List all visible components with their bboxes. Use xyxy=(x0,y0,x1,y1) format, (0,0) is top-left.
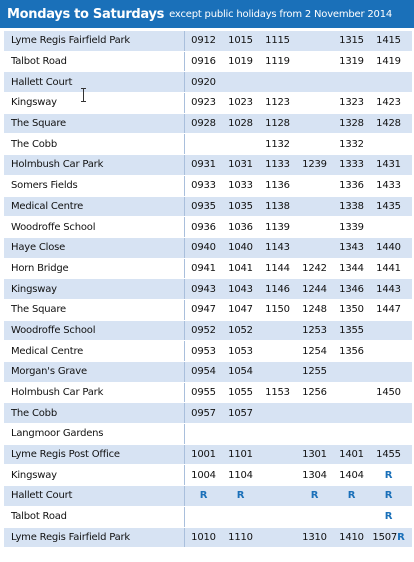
table-row xyxy=(4,424,412,445)
departure-time: 1010 xyxy=(191,531,216,543)
departure-time: 1139 xyxy=(265,221,290,233)
stop-name: Lyme Regis Fairfield Park xyxy=(4,528,185,548)
departure-time: 1255 xyxy=(302,366,327,378)
departure-time: 1323 xyxy=(339,97,364,109)
departure-times xyxy=(185,507,412,527)
departure-time: R xyxy=(199,490,208,502)
departure-time: 1304 xyxy=(302,469,327,481)
departure-times xyxy=(185,321,412,341)
table-row xyxy=(4,197,412,218)
departure-time: 1419 xyxy=(376,56,401,68)
departure-time: 1443 xyxy=(376,283,401,295)
departure-time: 1244 xyxy=(302,283,327,295)
departure-times xyxy=(185,279,412,299)
departure-time: 1041 xyxy=(228,262,253,274)
departure-time: 1033 xyxy=(228,180,253,192)
departure-time: 1435 xyxy=(376,200,401,212)
departure-time: 1128 xyxy=(265,118,290,130)
departure-time: 1346 xyxy=(339,283,364,295)
departure-time: 1123 xyxy=(265,97,290,109)
departure-time: 1104 xyxy=(228,469,253,481)
departure-time: 0928 xyxy=(191,118,216,130)
stop-name: The Square xyxy=(4,300,185,320)
stop-name: Haye Close xyxy=(4,238,185,258)
departure-times xyxy=(185,31,412,51)
table-row xyxy=(4,507,412,528)
stop-name: The Square xyxy=(4,114,185,134)
departure-time: 1055 xyxy=(228,387,253,399)
table-row xyxy=(4,445,412,466)
departure-times xyxy=(185,383,412,403)
stop-name: Kingsway xyxy=(4,465,185,485)
departure-times xyxy=(185,300,412,320)
departure-time: 1150 xyxy=(265,304,290,316)
departure-time: 1256 xyxy=(302,387,327,399)
departure-time: 0955 xyxy=(191,387,216,399)
departure-time: 1146 xyxy=(265,283,290,295)
departure-time: 1119 xyxy=(265,56,290,68)
departure-time: 0933 xyxy=(191,180,216,192)
departure-time: 1132 xyxy=(265,138,290,150)
departure-time: 1015 xyxy=(228,35,253,47)
departure-time: 1355 xyxy=(339,324,364,336)
departure-time: 1153 xyxy=(265,387,290,399)
departure-time: 1239 xyxy=(302,159,327,171)
table-row xyxy=(4,528,412,549)
departure-time: 1440 xyxy=(376,242,401,254)
departure-time: 1455 xyxy=(376,449,401,461)
stop-name: Lyme Regis Post Office xyxy=(4,445,185,465)
departure-time: 1343 xyxy=(339,242,364,254)
departure-times xyxy=(185,52,412,72)
departure-time: 1001 xyxy=(191,449,216,461)
departure-times xyxy=(185,465,412,485)
departure-time: 1450 xyxy=(376,387,401,399)
stop-name: Medical Centre xyxy=(4,197,185,217)
table-row xyxy=(4,465,412,486)
stop-name: Hallett Court xyxy=(4,486,185,506)
stop-name: Holmbush Car Park xyxy=(4,383,185,403)
departure-time: 1040 xyxy=(228,242,253,254)
departure-time: 1143 xyxy=(265,242,290,254)
table-row xyxy=(4,279,412,300)
table-row xyxy=(4,72,412,93)
departure-time: 1428 xyxy=(376,118,401,130)
departure-times xyxy=(185,259,412,279)
departure-time: 0957 xyxy=(191,407,216,419)
departure-time: R xyxy=(384,490,393,502)
departure-times xyxy=(185,341,412,361)
table-row xyxy=(4,176,412,197)
departure-times xyxy=(185,238,412,258)
stop-name: Somers Fields xyxy=(4,176,185,196)
departure-time: 1031 xyxy=(228,159,253,171)
departure-time: 1054 xyxy=(228,366,253,378)
departure-time: 0941 xyxy=(191,262,216,274)
departure-times xyxy=(185,403,412,423)
departure-time: 1248 xyxy=(302,304,327,316)
departure-time: 0912 xyxy=(191,35,216,47)
stop-name: Holmbush Car Park xyxy=(4,155,185,175)
stop-name: Horn Bridge xyxy=(4,259,185,279)
departure-time: 1136 xyxy=(265,180,290,192)
departure-time: 1004 xyxy=(191,469,216,481)
departure-time: 0935 xyxy=(191,200,216,212)
timetable-header xyxy=(0,0,414,28)
departure-time: 1441 xyxy=(376,262,401,274)
table-row xyxy=(4,321,412,342)
departure-time: 1433 xyxy=(376,180,401,192)
departure-times xyxy=(185,424,412,444)
departure-times xyxy=(185,445,412,465)
table-row xyxy=(4,217,412,238)
departure-time: 1133 xyxy=(265,159,290,171)
departure-time: 1350 xyxy=(339,304,364,316)
stop-name: Morgan's Grave xyxy=(4,362,185,382)
stop-name: Hallett Court xyxy=(4,72,185,92)
stop-name: Kingsway xyxy=(4,279,185,299)
table-row xyxy=(4,114,412,135)
departure-time: 1043 xyxy=(228,283,253,295)
departure-times xyxy=(185,93,412,113)
departure-time: 1310 xyxy=(302,531,327,543)
departure-time: 1328 xyxy=(339,118,364,130)
departure-time: R xyxy=(384,469,393,481)
departure-time: 1036 xyxy=(228,221,253,233)
departure-time: 0936 xyxy=(191,221,216,233)
departure-time: 1415 xyxy=(376,35,401,47)
departure-time: 1319 xyxy=(339,56,364,68)
departure-times xyxy=(185,72,412,92)
departure-times xyxy=(185,176,412,196)
departure-times xyxy=(185,114,412,134)
table-row xyxy=(4,403,412,424)
stop-name: Kingsway xyxy=(4,93,185,113)
table-row xyxy=(4,383,412,404)
table-row xyxy=(4,259,412,280)
departure-time: R xyxy=(236,490,245,502)
departure-time: R xyxy=(347,490,356,502)
departure-time: 0953 xyxy=(191,345,216,357)
departure-time: 1053 xyxy=(228,345,253,357)
stop-name: Woodroffe School xyxy=(4,321,185,341)
departure-times xyxy=(185,362,412,382)
table-row xyxy=(4,93,412,114)
departure-time: 0943 xyxy=(191,283,216,295)
departure-time: 1242 xyxy=(302,262,327,274)
departure-time: 1301 xyxy=(302,449,327,461)
departure-time: 1254 xyxy=(302,345,327,357)
departure-time: 0916 xyxy=(191,56,216,68)
departure-time: 1410 xyxy=(339,531,364,543)
departure-time: R xyxy=(384,511,393,523)
departure-time: 0952 xyxy=(191,324,216,336)
departure-time: R xyxy=(310,490,319,502)
departure-time: 0920 xyxy=(191,76,216,88)
departure-time: 1023 xyxy=(228,97,253,109)
stop-name: Talbot Road xyxy=(4,52,185,72)
departure-time: 1019 xyxy=(228,56,253,68)
departure-times xyxy=(185,217,412,237)
departure-time: 1404 xyxy=(339,469,364,481)
departure-time: 1338 xyxy=(339,200,364,212)
timetable-subtitle: except public holidays from 2 November 2014 xyxy=(169,8,393,20)
departure-time: 1339 xyxy=(339,221,364,233)
departure-time: 1344 xyxy=(339,262,364,274)
departure-time: 1431 xyxy=(376,159,401,171)
departure-time: 1052 xyxy=(228,324,253,336)
departure-time: 1507R xyxy=(372,531,405,543)
departure-time: 1028 xyxy=(228,118,253,130)
departure-time: 0931 xyxy=(191,159,216,171)
timetable-table xyxy=(4,31,412,548)
departure-time: 0923 xyxy=(191,97,216,109)
table-row xyxy=(4,31,412,52)
departure-times xyxy=(185,155,412,175)
table-row xyxy=(4,300,412,321)
timetable-title: Mondays to Saturdays xyxy=(7,6,165,22)
table-row xyxy=(4,134,412,155)
stop-name: The Cobb xyxy=(4,134,185,154)
table-row xyxy=(4,362,412,383)
departure-time: 1057 xyxy=(228,407,253,419)
stop-name: Talbot Road xyxy=(4,507,185,527)
stop-name: Medical Centre xyxy=(4,341,185,361)
table-row xyxy=(4,238,412,259)
departure-time: 1253 xyxy=(302,324,327,336)
departure-time: 1315 xyxy=(339,35,364,47)
departure-time: 1447 xyxy=(376,304,401,316)
table-row xyxy=(4,155,412,176)
stop-name: Woodroffe School xyxy=(4,217,185,237)
departure-time: 1101 xyxy=(228,449,253,461)
departure-times xyxy=(185,134,412,154)
departure-time: 1110 xyxy=(228,531,253,543)
departure-time: 1138 xyxy=(265,200,290,212)
departure-times xyxy=(185,197,412,217)
departure-time: 0940 xyxy=(191,242,216,254)
departure-time: 1423 xyxy=(376,97,401,109)
departure-time: 1144 xyxy=(265,262,290,274)
table-row xyxy=(4,486,412,507)
table-row xyxy=(4,52,412,73)
departure-time: 1047 xyxy=(228,304,253,316)
text-cursor-icon xyxy=(80,88,87,102)
departure-time: 1035 xyxy=(228,200,253,212)
stop-name: Langmoor Gardens xyxy=(4,424,185,444)
departure-time: 0947 xyxy=(191,304,216,316)
stop-name: The Cobb xyxy=(4,403,185,423)
departure-times xyxy=(185,486,412,506)
departure-time: 0954 xyxy=(191,366,216,378)
departure-time: 1401 xyxy=(339,449,364,461)
table-row xyxy=(4,341,412,362)
departure-time: 1356 xyxy=(339,345,364,357)
departure-time: 1332 xyxy=(339,138,364,150)
departure-time: 1336 xyxy=(339,180,364,192)
departure-times xyxy=(185,528,412,548)
departure-time: 1115 xyxy=(265,35,290,47)
departure-time: 1333 xyxy=(339,159,364,171)
stop-name: Lyme Regis Fairfield Park xyxy=(4,31,185,51)
